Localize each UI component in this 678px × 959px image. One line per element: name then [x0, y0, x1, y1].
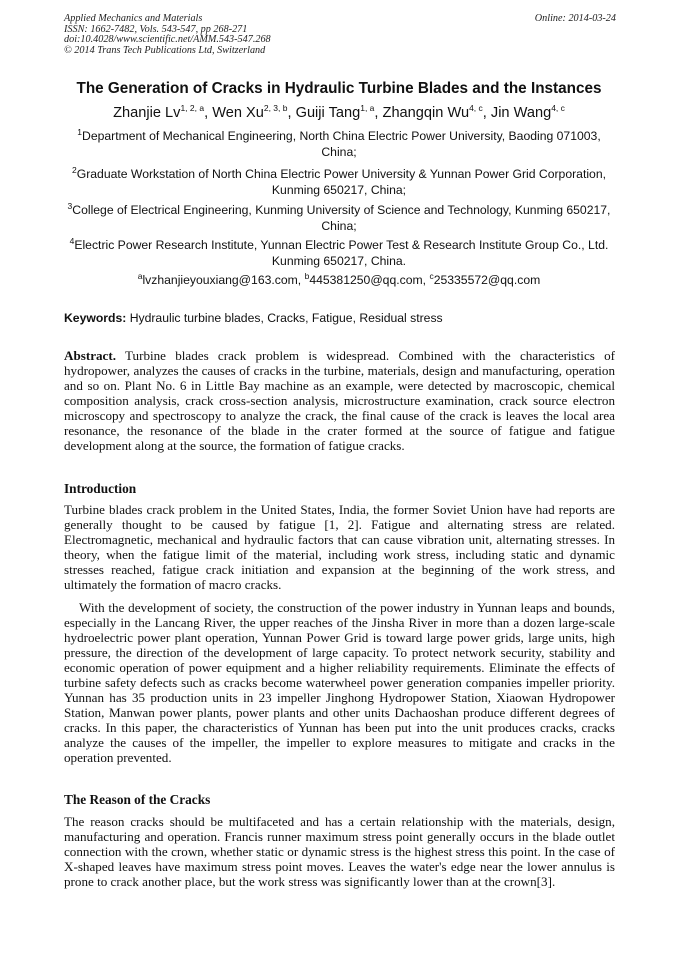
affiliation-text: Electric Power Research Institute, Yunnan Electric Power Test & Research Institute Group Co., Ltd. Kunming 650217, China. — [74, 238, 609, 268]
affiliation-number: 1 — [77, 126, 83, 137]
affiliation-2 — [62, 164, 616, 198]
affiliation-text: Department of Mechanical Engineering, North China Electric Power University, Baoding 071003, China; — [82, 129, 601, 159]
issn-line: ISSN: 1662-7482, Vols. 543-547, pp 268-271 — [64, 23, 248, 35]
section-heading-reason: The Reason of the Cracks — [64, 792, 211, 807]
affiliation-number: 2 — [71, 164, 77, 175]
journal-header — [64, 14, 616, 56]
reason-paragraph-1: The reason cracks should be multifaceted and has a certain relationship with the materials, design, manufacturing and operation. Francis runner maximum stress point generally occurs in the blade outlet connection with the crown, whether static or dynamic stress is the highest stress this point. In the case of X-shaped leaves have maximum stress point moves. Leaves the water's edge near the lower annulus is prone to crack another place, but the work stress was significantly lower than at the crown[3]. — [64, 814, 615, 890]
affiliation-text: Graduate Workstation of North China Electric Power University & Yunnan Power Grid Corporation, Kunming 650217, China; — [76, 167, 606, 197]
paper-title: The Generation of Cracks in Hydraulic Turbine Blades and the Instances — [76, 80, 602, 97]
author-affiliation-marker: 1, 2, a — [180, 103, 205, 114]
author-affiliation-marker: 4, c — [469, 103, 483, 114]
email-marker: a — [137, 270, 143, 281]
author-affiliation-marker: 2, 3, b — [263, 103, 288, 114]
abstract — [64, 348, 615, 453]
affiliation-number: 4 — [69, 235, 75, 246]
affiliation-text: College of Electrical Engineering, Kunming University of Science and Technology, Kunming 650217, China; — [72, 203, 611, 233]
email-marker: b — [304, 270, 310, 281]
online-date: Online: 2014-03-24 — [534, 13, 616, 24]
journal-name: Applied Mechanics and Materials — [64, 13, 203, 24]
abstract-label: Abstract. — [64, 348, 116, 363]
author-name: Jin Wang — [490, 105, 552, 121]
author-list: Zhanjie Lv$^{1, 2, a}$, Wen Xu$^{2, 3, b}$, Guiji Tang$^{1, a}$, Zhangqin Wu$^{4, c}$, Jin Wang$^{4, c}$ — [113, 103, 565, 121]
email-marker: c — [429, 270, 434, 281]
author-affiliation-marker: 1, a — [360, 103, 375, 114]
keywords-label: Keywords: — [64, 311, 127, 325]
introduction-paragraph-2: With the development of society, the construction of the power industry in Yunnan leaps and bounds, especially in the Lancang River, the upper reaches of the Jinsha River in more than a dozen large-scale hydroelectric power plant operation, Yunnan Power Grid is toward large power grids, large units, high pressure, the direction of the development of large capacity. To protect network security, stability and economic operation of power equipment and a higher reliability requirements. Eliminate the effects of turbine safety defects such as cracks become waterwheel power generation companies impeller priority. Yunnan has 35 production units in 23 impeller Jinghong Hydropower Station, Xiaowan Hydropower Station, Manwan power plants, power plants and other units Dachaoshan produce different degrees of cracks. In this paper, the characteristics of Yunnan has been put into the unit produces cracks, cracks analyze the causes of the impeller, the impeller to explore measures to mitigate and cracks in the operation prevented. — [64, 600, 615, 766]
email-address[interactable]: 445381250@qq.com — [309, 273, 423, 287]
email-list: $^a$lvzhanjieyouxiang@163.com, $^b$445381250@qq.com, $^c$25335572@qq.com — [137, 270, 541, 287]
author-affiliation-marker: 4, c — [551, 103, 565, 114]
author-name: Guiji Tang — [295, 105, 361, 121]
affiliation-number: 3 — [67, 200, 73, 211]
email-address[interactable]: lvzhanjieyouxiang@163.com — [142, 273, 298, 287]
keywords-text: Hydraulic turbine blades, Cracks, Fatigue, Residual stress — [129, 311, 443, 325]
affiliation-1 — [62, 126, 616, 160]
affiliation-4 — [62, 235, 616, 269]
author-name: Wen Xu — [212, 105, 264, 121]
copyright-line: © 2014 Trans Tech Publications Ltd, Switzerland — [64, 44, 266, 56]
keywords — [64, 311, 616, 326]
author-name: Zhanjie Lv — [113, 105, 181, 121]
introduction-paragraph-1: Turbine blades crack problem in the United States, India, the former Soviet Union have had reports are generally thought to be caused by fatigue [1, 2]. Fatigue and alternating stress are related. Electromagnetic, mechanical and hydraulic factors that can cause vibration unit, alternating stresses. In theory, when the fatigue limit of the material, including work stress, including static and dynamic stresses reached, fatigue crack initiation and expansion at the beginning of the work stress, and ultimately the formation of macro cracks. — [64, 502, 615, 593]
affiliation-3 — [62, 200, 616, 234]
section-heading-introduction: Introduction — [64, 481, 137, 496]
doi-line: doi:10.4028/www.scientific.net/AMM.543-547.268 — [64, 34, 271, 46]
abstract-text: Turbine blades crack problem is widespread. Combined with the characteristics of hydropower, analyzes the causes of cracks in the turbine, materials, design and manufacturing, operation and so on. Plant No. 6 in Little Bay machine as an example, were detected by macroscopic, chemical composition analysis, crack cross-section analysis, microstructure examination, crack source electron microscopy and spectroscopy to analyze the crack, the final cause of the crack is leaves the local area resonance, the resonance of the blade in the crater formed at the source of fatigue and fatigue development along at the source, the formation of fatigue cracks. — [64, 348, 615, 454]
email-address[interactable]: 25335572@qq.com — [433, 273, 541, 287]
author-name: Zhangqin Wu — [382, 105, 470, 121]
